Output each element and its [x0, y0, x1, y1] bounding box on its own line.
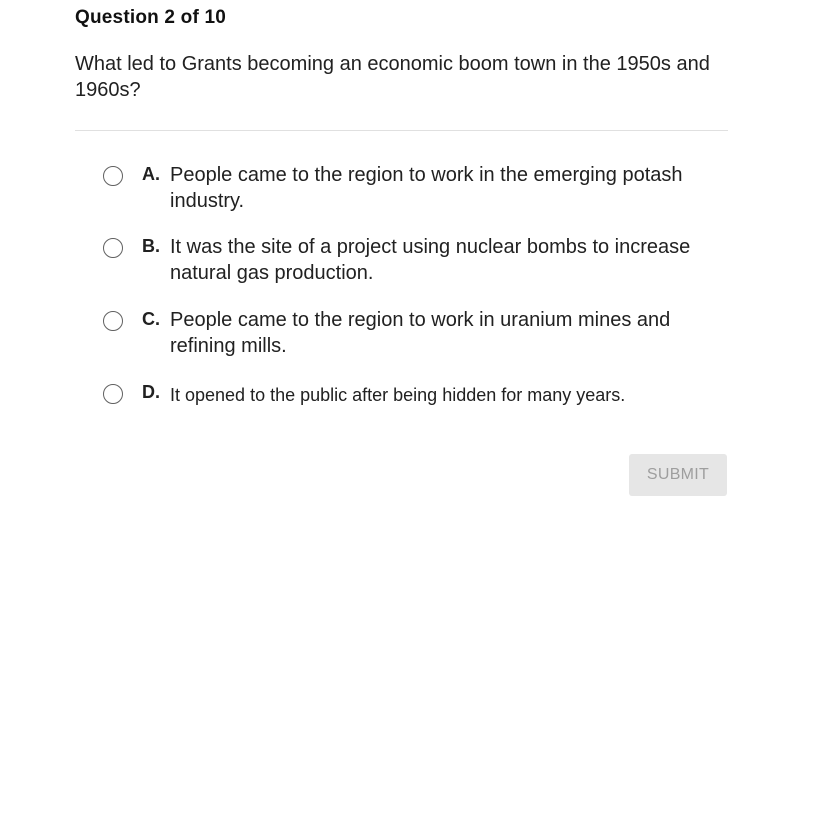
submit-button[interactable]: SUBMIT — [629, 454, 727, 496]
radio-button-d[interactable] — [103, 384, 123, 404]
option-text: It opened to the public after being hidden for many years. — [170, 385, 626, 405]
question-counter: Question 2 of 10 — [75, 7, 227, 28]
radio-button-b[interactable] — [103, 238, 123, 258]
radio-button-a[interactable] — [103, 166, 123, 186]
divider — [75, 130, 728, 131]
option-letter: A. — [142, 164, 160, 184]
question-text: What led to Grants becoming an economic boom town in the 1950s and 1960s? — [75, 53, 710, 101]
radio-button-c[interactable] — [103, 311, 123, 331]
option-letter: D. — [142, 382, 160, 402]
option-text: People came to the region to work in the emerging potash industry. — [170, 164, 683, 212]
option-letter: B. — [142, 236, 160, 256]
option-letter: C. — [142, 309, 160, 329]
option-text: People came to the region to work in uranium mines and refining mills. — [170, 309, 671, 357]
option-text: It was the site of a project using nuclear bombs to increase natural gas production. — [170, 236, 691, 284]
